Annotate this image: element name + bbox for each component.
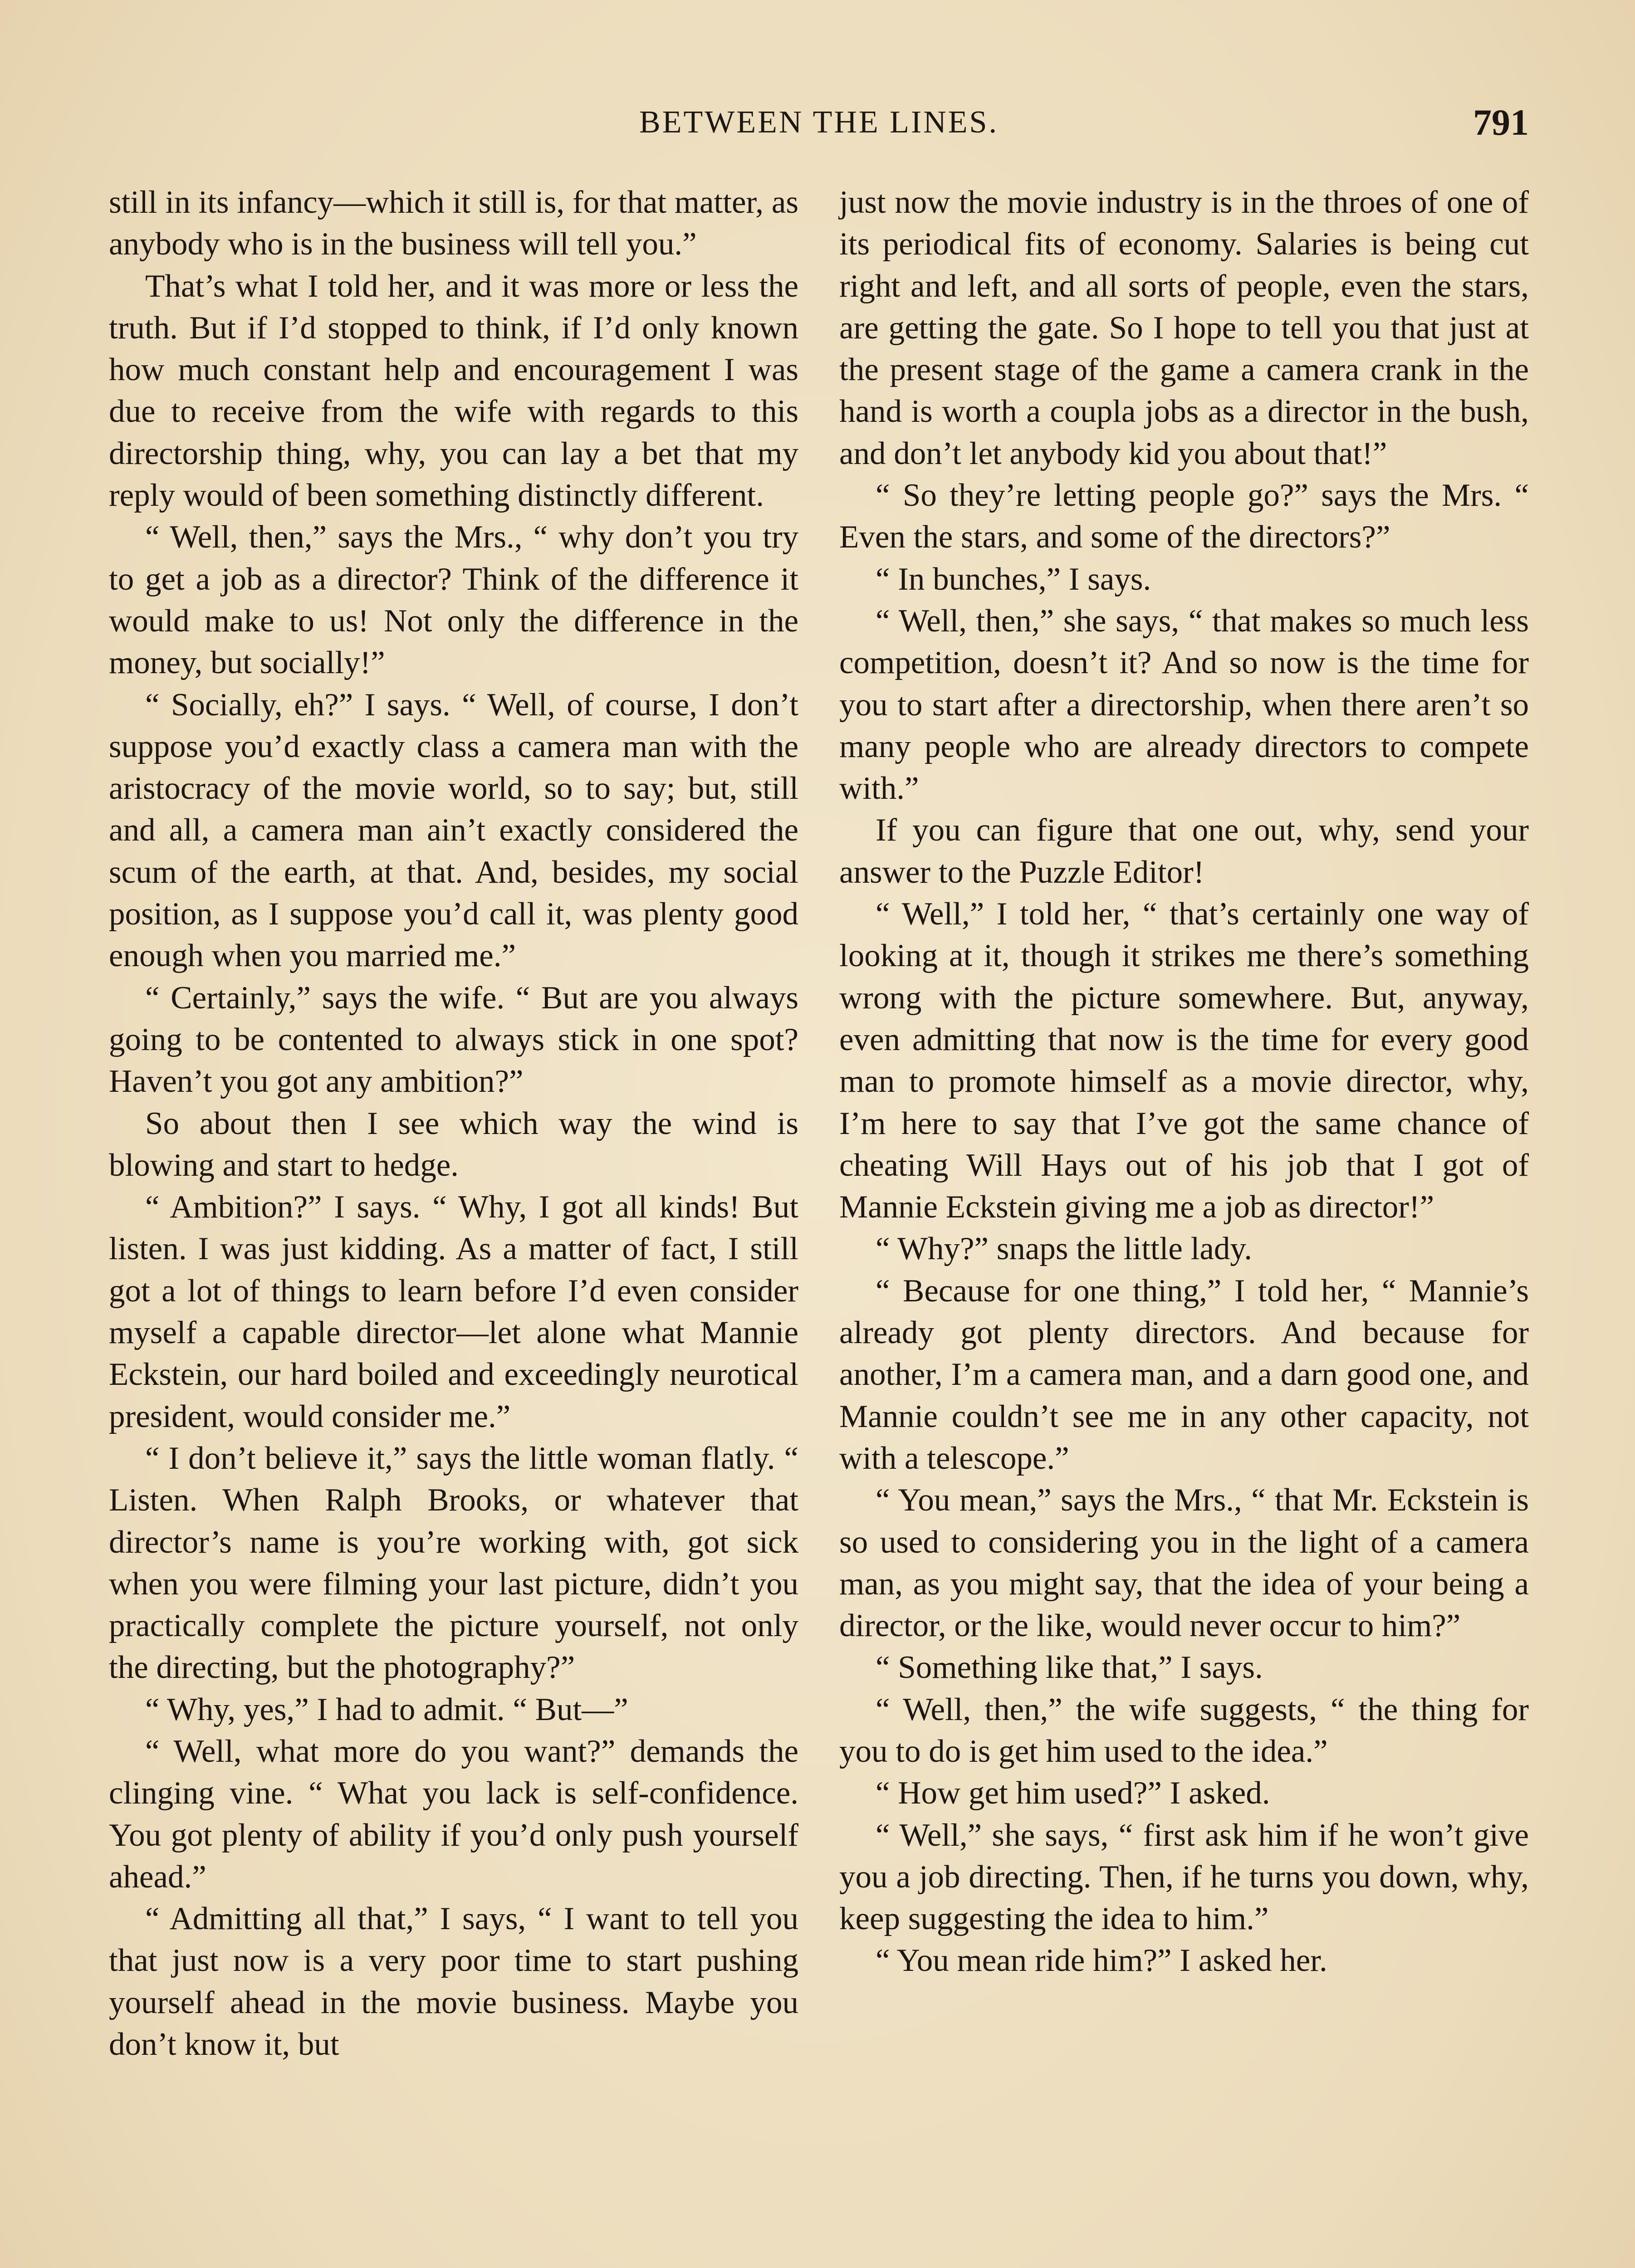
paragraph: “ You mean ride him?” I asked her. — [876, 1943, 1327, 1979]
paragraph: “ You mean,” says the Mrs., “ that Mr. Eckstein is so used to considering you in the light of a camera man, as you might say, that the idea of your being a director, or the like, would never occur to him?” — [839, 1482, 1529, 1644]
running-title: BETWEEN THE LINES. — [639, 105, 999, 140]
text-column-left — [109, 181, 798, 2065]
paragraph: “ Certainly,” says the wife. “ But are you always going to be contented to always stick in one spot? Haven’t you got any ambition?” — [109, 980, 798, 1100]
paragraph: “ Something like that,” I says. — [876, 1650, 1263, 1686]
paragraph: “ Socially, eh?” I says. “ Well, of course, I don’t suppose you’d exactly class a camera man with the aristocracy of the movie world, so to say; but, still and all, a camera man ain’t exactly considered the scum of the earth, at that. And, besides, my social position, as I suppose you’d call it, was plenty good enough when you married me.” — [109, 687, 798, 974]
paragraph: That’s what I told her, and it was more or less the truth. But if I’d stopped to think, if I’d only known how much constant help and encouragement I was due to receive from the wife with regards to this directorship thing, why, you can lay a bet that my reply would of been something distinctly different. — [109, 268, 798, 513]
paragraph: So about then I see which way the wind is blowing and start to hedge. — [109, 1105, 798, 1183]
paragraph: “ How get him used?” I asked. — [876, 1775, 1270, 1811]
paragraph: “ Admitting all that,” I says, “ I want to tell you that just now is a very poor time to start pushing yourself ahead in the movie business. Maybe you don’t know it, but — [109, 1901, 798, 2063]
text-column-right — [839, 181, 1529, 1982]
page-header — [109, 98, 1529, 147]
paragraph: “ Well, then,” she says, “ that makes so much less competition, doesn’t it? And so now is the time for you to start after a directorship, when there aren’t so many people who are already directors to compete with.” — [839, 603, 1529, 807]
paragraph: just now the movie industry is in the throes of one of its periodical fits of economy. Salaries is being cut right and left, and all sorts of people, even the stars, are getting the gate. So I hope to tell you that just at the present stage of the game a camera crank in the hand is worth a coupla jobs as a director in the bush, and don’t let anybody kid you about that!” — [839, 185, 1529, 471]
paragraph: “ Well, what more do you want?” demands the clinging vine. “ What you lack is self-confidence. You got plenty of ability if you’d only push yourself ahead.” — [109, 1733, 798, 1895]
paragraph: “ Why?” snaps the little lady. — [876, 1231, 1253, 1267]
paragraph: “ So they’re letting people go?” says the Mrs. “ Even the stars, and some of the directors?” — [839, 478, 1529, 555]
paragraph: “ Because for one thing,” I told her, “ Mannie’s already got plenty directors. And because for another, I’m a camera man, and a darn good one, and Mannie couldn’t see me in any other capacity, not with a telescope.” — [839, 1273, 1529, 1476]
paragraph: “ Why, yes,” I had to admit. “ But—” — [145, 1691, 628, 1727]
paragraph: “ Ambition?” I says. “ Why, I got all kinds! But listen. I was just kidding. As a matter of fact, I still got a lot of things to learn before I’d even consider myself a capable director—let alone what Mannie Eckstein, our hard boiled and exceedingly neurotical president, would consider me.” — [109, 1189, 798, 1434]
paragraph: still in its infancy—which it still is, for that matter, as anybody who is in the business will tell you.” — [109, 185, 798, 262]
paragraph: If you can figure that one out, why, send your answer to the Puzzle Editor! — [839, 812, 1529, 890]
paragraph: “ Well,” she says, “ first ask him if he won’t give you a job directing. Then, if he turns you down, why, keep suggesting the idea to him.” — [839, 1817, 1529, 1937]
paragraph: “ Well,” I told her, “ that’s certainly one way of looking at it, though it strikes me there’s something wrong with the picture somewhere. But, anyway, even admitting that now is the time for every good man to promote himself as a movie director, why, I’m here to say that I’ve got the same chance of cheating Will Hays out of his job that I got of Mannie Eckstein giving me a job as director!” — [839, 896, 1529, 1225]
paragraph: “ Well, then,” says the Mrs., “ why don’t you try to get a job as a director? Think of the difference it would make to us! Not only the difference in the money, but socially!” — [109, 519, 798, 681]
paragraph: “ Well, then,” the wife suggests, “ the thing for you to do is get him used to the idea.” — [839, 1691, 1529, 1769]
paragraph: “ I don’t believe it,” says the little woman flatly. “ Listen. When Ralph Brooks, or whatever that director’s name is you’re working with, got sick when you were filming your last picture, didn’t you practically complete the picture yourself, not only the directing, but the photography?” — [109, 1440, 798, 1686]
page-number: 791 — [1473, 102, 1529, 143]
paragraph: “ In bunches,” I says. — [876, 561, 1151, 597]
